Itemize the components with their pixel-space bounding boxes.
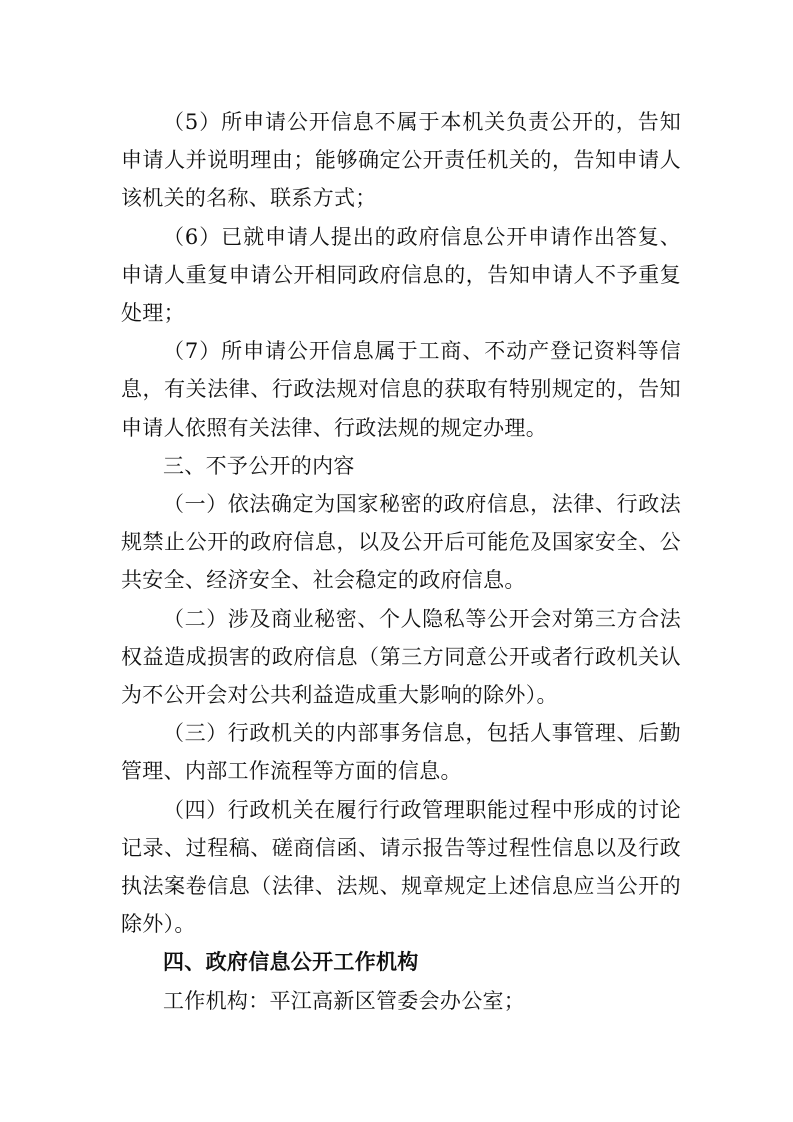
section-4-heading: 四、政府信息公开工作机构 bbox=[163, 950, 419, 975]
section-3-item-4: （四）行政机关在履行行政管理职能过程中形成的讨论记录、过程稿、磋商信函、请示报告等过程性信息以及行政执法案卷信息（法律、法规、规章规定上述信息应当公开的除外）。 bbox=[121, 797, 681, 937]
document-body bbox=[121, 103, 681, 1020]
paragraph-item-6: （6）已就申请人提出的政府信息公开申请作出答复、申请人重复申请公开相同政府信息的，告知申请人不予重复处理； bbox=[121, 224, 681, 326]
paragraph-item-7: （7）所申请公开信息属于工商、不动产登记资料等信息，有关法律、行政法规对信息的获取有特别规定的，告知申请人依照有关法律、行政法规的规定办理。 bbox=[121, 339, 681, 440]
section-3-heading: 三、不予公开的内容 bbox=[163, 453, 355, 478]
section-4-line-1: 工作机构：平江高新区管委会办公室； bbox=[163, 988, 526, 1013]
section-3-item-1: （一）依法确定为国家秘密的政府信息，法律、行政法规禁止公开的政府信息，以及公开后可能危及国家安全、公共安全、经济安全、社会稳定的政府信息。 bbox=[121, 492, 681, 593]
section-3-item-3: （三）行政机关的内部事务信息，包括人事管理、后勤管理、内部工作流程等方面的信息。 bbox=[121, 721, 681, 784]
paragraph-item-5: （5）所申请公开信息不属于本机关负责公开的，告知申请人并说明理由；能够确定公开责任机关的，告知申请人该机关的名称、联系方式； bbox=[121, 110, 681, 211]
section-3-item-2: （二）涉及商业秘密、个人隐私等公开会对第三方合法权益造成损害的政府信息（第三方同意公开或者行政机关认为不公开会对公共利益造成重大影响的除外）。 bbox=[121, 606, 681, 708]
